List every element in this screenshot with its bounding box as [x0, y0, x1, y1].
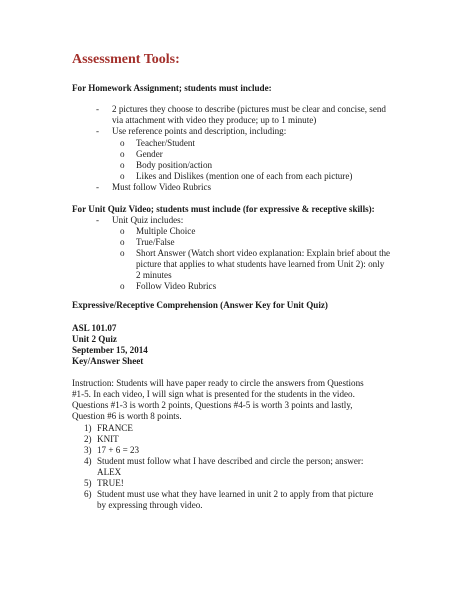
answer-sheet-label: Key/Answer Sheet — [72, 356, 144, 366]
bullet-marker: o — [120, 248, 125, 258]
answer-number: 4) — [84, 456, 92, 466]
answer-number: 2) — [84, 434, 92, 444]
answer-2: KNIT — [97, 434, 119, 444]
bullet-marker: o — [120, 138, 125, 148]
unit-quiz-sub-3-line-1: Short Answer (Watch short video explanation: Explain brief about the — [136, 248, 391, 258]
bullet-marker: o — [120, 281, 125, 291]
answer-number: 3) — [84, 445, 92, 455]
homework-item-2: Use reference points and description, including: — [112, 126, 287, 136]
dash-marker: - — [96, 182, 100, 192]
bullet-marker: o — [120, 237, 125, 247]
answer-3: 17 + 6 = 23 — [97, 445, 140, 455]
answer-number: 1) — [84, 423, 92, 433]
homework-item-1-line-2: via attachment with video they produce; up to 1 minute) — [112, 115, 317, 125]
instruction-line-2: #1-5. In each video, I will sign what is presented for the students in the video. — [72, 389, 355, 399]
answer-number: 6) — [84, 489, 92, 499]
answer-key-heading: Expressive/Receptive Comprehension (Answer Key for Unit Quiz) — [72, 300, 328, 310]
homework-heading: For Homework Assignment; students must include: — [72, 83, 272, 93]
homework-sub-4: Likes and Dislikes (mention one of each from each picture) — [136, 171, 353, 181]
homework-sub-1: Teacher/Student — [136, 138, 195, 148]
course-code: ASL 101.07 — [72, 323, 117, 333]
quiz-date: September 15, 2014 — [72, 345, 148, 355]
instruction-line-4: Question #6 is worth 8 points. — [72, 411, 182, 421]
answer-1: FRANCE — [97, 423, 133, 433]
instruction-line-1: Instruction: Students will have paper ready to circle the answers from Questions — [72, 378, 364, 388]
unit-quiz-sub-1: Multiple Choice — [136, 226, 196, 236]
page-title: Assessment Tools: — [72, 52, 180, 67]
unit-quiz-heading: For Unit Quiz Video; students must include (for expressive & receptive skills): — [72, 204, 375, 214]
quiz-name: Unit 2 Quiz — [72, 334, 117, 344]
instruction-line-3: Questions #1-3 is worth 2 points, Questions #4-5 is worth 3 points and lastly, — [72, 400, 353, 410]
bullet-marker: o — [120, 149, 125, 159]
unit-quiz-sub-2: True/False — [136, 237, 175, 247]
bullet-marker: o — [120, 171, 125, 181]
answer-number: 5) — [84, 478, 92, 488]
answer-5: TRUE! — [97, 478, 124, 488]
unit-quiz-sub-4: Follow Video Rubrics — [136, 281, 217, 291]
unit-quiz-item-1: Unit Quiz includes: — [112, 215, 184, 225]
bullet-marker: o — [120, 226, 125, 236]
unit-quiz-sub-3-line-3: 2 minutes — [136, 270, 172, 280]
dash-marker: - — [96, 126, 100, 136]
unit-quiz-sub-3-line-2: picture that applies to what students have learned from Unit 2): only — [136, 259, 385, 269]
answer-4-line-1: Student must follow what I have described and circle the person; answer: — [97, 456, 364, 466]
answer-6-line-2: by expressing through video. — [97, 500, 203, 510]
bullet-marker: o — [120, 160, 125, 170]
answer-4-line-2: ALEX — [97, 467, 122, 477]
homework-item-3: Must follow Video Rubrics — [112, 182, 212, 192]
dash-marker: - — [96, 104, 100, 114]
homework-item-1-line-1: 2 pictures they choose to describe (pictures must be clear and concise, send — [112, 104, 386, 114]
homework-sub-3: Body position/action — [136, 160, 213, 170]
dash-marker: - — [96, 215, 100, 225]
answer-6-line-1: Student must use what they have learned in unit 2 to apply from that picture — [97, 489, 374, 499]
homework-sub-2: Gender — [136, 149, 163, 159]
